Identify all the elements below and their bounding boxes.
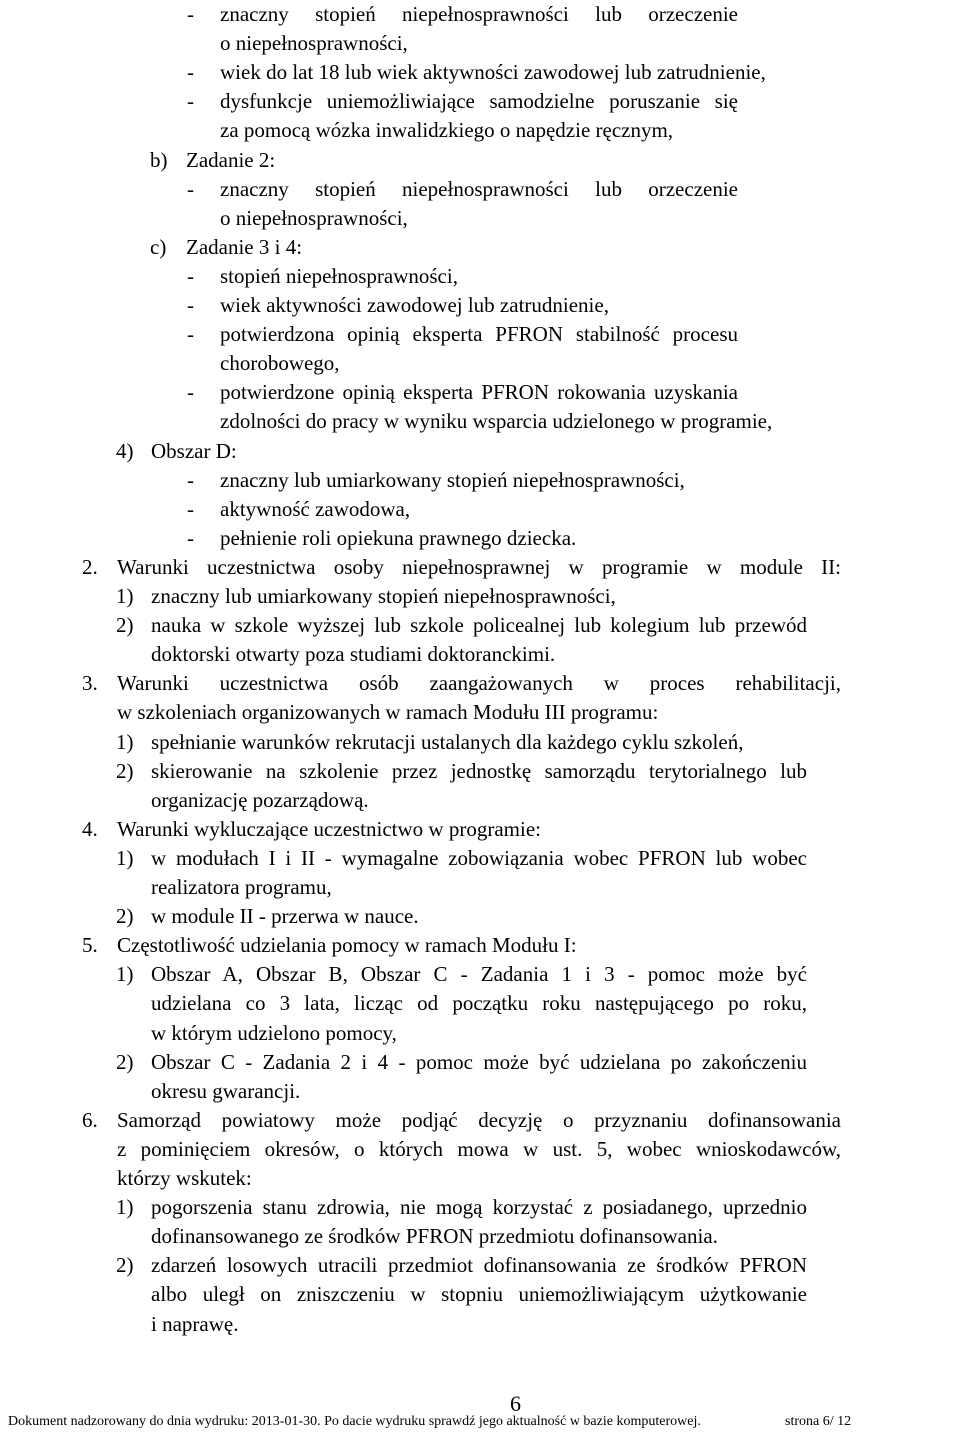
list-marker: b) [150,147,168,172]
text-line: o niepełnosprawności, [220,205,408,230]
text-line: Częstotliwość udzielania pomocy w ramach Modułu I: [117,933,577,958]
text-line: Samorząd powiatowy może podjąć decyzję o przyznaniu dofinansowania [117,1107,841,1132]
list-marker: 6. [82,1107,98,1132]
text-line: znaczny stopień niepełnosprawności lub orzeczenie [220,2,738,26]
text-line: zdolności do pracy w wyniku wsparcia udzielonego w programie, [220,409,773,434]
text-line: skierowanie na szkolenie przez jednostkę samorządu terytorialnego lub [151,758,807,783]
text-line: albo uległ on zniszczeniu w stopniu uniemożliwiającym użytkowanie [151,1282,807,1307]
list-marker: c) [150,234,167,259]
text-line: z pominięciem okresów, o których mowa w ust. 5, wobec wnioskodawców, [117,1136,841,1161]
list-marker: - [187,496,194,521]
text-line: udzielana co 3 lata, licząc od początku roku następującego po roku, [151,991,807,1016]
list-marker: - [187,322,194,347]
list-marker: 1) [116,584,134,608]
list-marker: 2. [82,554,98,579]
list-marker: - [187,293,194,317]
list-marker: 1) [116,1195,134,1220]
text-line: stopień niepełnosprawności, [220,263,458,288]
text-line: w którym udzielono pomocy, [151,1020,397,1045]
list-marker: - [187,525,194,550]
text-line: doktorski otwarty poza studiami doktoranckimi. [151,642,556,667]
text-line: którzy wskutek: [117,1166,252,1190]
text-line: Obszar C - Zadania 2 i 4 - pomoc może być udzielana po zakończeniu [151,1049,807,1074]
text-line: spełnianie warunków rekrutacji ustalanych dla każdego cyklu szkoleń, [151,729,744,754]
text-line: pogorszenia stanu zdrowia, nie mogą korzystać z posiadanego, uprzednio [151,1195,807,1220]
list-marker: 2) [116,758,134,783]
list-marker: 3. [82,671,98,696]
list-marker: - [187,380,194,405]
text-line: w szkoleniach organizowanych w ramach Modułu III programu: [117,700,659,725]
list-marker: 5. [82,933,98,958]
list-marker: 2) [116,613,134,638]
text-line: i naprawę. [151,1311,239,1336]
list-marker: - [187,176,194,201]
text-line: Warunki uczestnictwa osoby niepełnosprawnej w programie w module II: [117,554,841,579]
text-line: chorobowego, [220,351,340,376]
text-line: w module II - przerwa w nauce. [151,904,419,929]
text-line: realizatora programu, [151,875,332,899]
list-marker: - [187,89,194,114]
text-line: Warunki uczestnictwa osób zaangażowanych w proces rehabilitacji, [117,671,841,696]
text-line: zdarzeń losowych utracili przedmiot dofinansowania ze środków PFRON [151,1253,807,1278]
text-line: o niepełnosprawności, [220,31,408,56]
list-marker: - [187,263,194,288]
text-line: dofinansowanego ze środków PFRON przedmiotu dofinansowania. [151,1224,718,1249]
list-marker: 4) [116,438,134,463]
text-line: znaczny stopień niepełnosprawności lub orzeczenie [220,176,738,201]
text-line: organizację pozarządową. [151,787,369,812]
list-marker: - [187,467,194,492]
page-number: 6 [510,1391,521,1416]
text-line: aktywność zawodowa, [220,496,411,521]
text-line: w modułach I i II - wymagalne zobowiązania wobec PFRON lub wobec [151,845,807,870]
text-line: za pomocą wózka inwalidzkiego o napędzie ręcznym, [220,118,674,143]
text-line: dysfunkcje uniemożliwiające samodzielne poruszanie się [220,89,738,114]
list-marker: 1) [116,729,134,754]
text-line: znaczny lub umiarkowany stopień niepełnosprawności, [151,584,616,608]
text-line: potwierdzone opinią eksperta PFRON rokowania uzyskania [220,380,738,405]
footer-page-indicator: strona 6/ 12 [785,1414,852,1429]
text-line: okresu gwarancji. [151,1078,301,1103]
list-marker: - [187,60,194,85]
list-marker: 2) [116,1049,134,1074]
text-line: nauka w szkole wyższej lub szkole policealnej lub kolegium lub przewód [151,613,807,638]
list-marker: 4. [82,816,98,841]
text-line: pełnienie roli opiekuna prawnego dziecka. [220,525,577,550]
footer-notice: Dokument nadzorowany do dnia wydruku: 2013-01-30. Po dacie wydruku sprawdź jego aktualność w bazie komputerowej. [8,1414,701,1429]
text-line: Zadanie 3 i 4: [186,234,303,259]
list-marker: - [187,2,194,26]
text-line: Warunki wykluczające uczestnictwo w programie: [117,816,541,841]
text-line: znaczny lub umiarkowany stopień niepełnosprawności, [220,467,685,492]
list-marker: 2) [116,1253,134,1278]
list-marker: 1) [116,845,134,870]
text-line: wiek aktywności zawodowej lub zatrudnienie, [220,293,609,317]
text-line: wiek do lat 18 lub wiek aktywności zawodowej lub zatrudnienie, [220,60,766,85]
list-marker: 1) [116,962,134,987]
text-line: Obszar A, Obszar B, Obszar C - Zadania 1 i 3 - pomoc może być [151,962,807,987]
list-marker: 2) [116,904,134,929]
text-line: Obszar D: [151,438,237,463]
text-line: potwierdzona opinią eksperta PFRON stabilność procesu [220,322,738,347]
text-line: Zadanie 2: [186,147,276,172]
